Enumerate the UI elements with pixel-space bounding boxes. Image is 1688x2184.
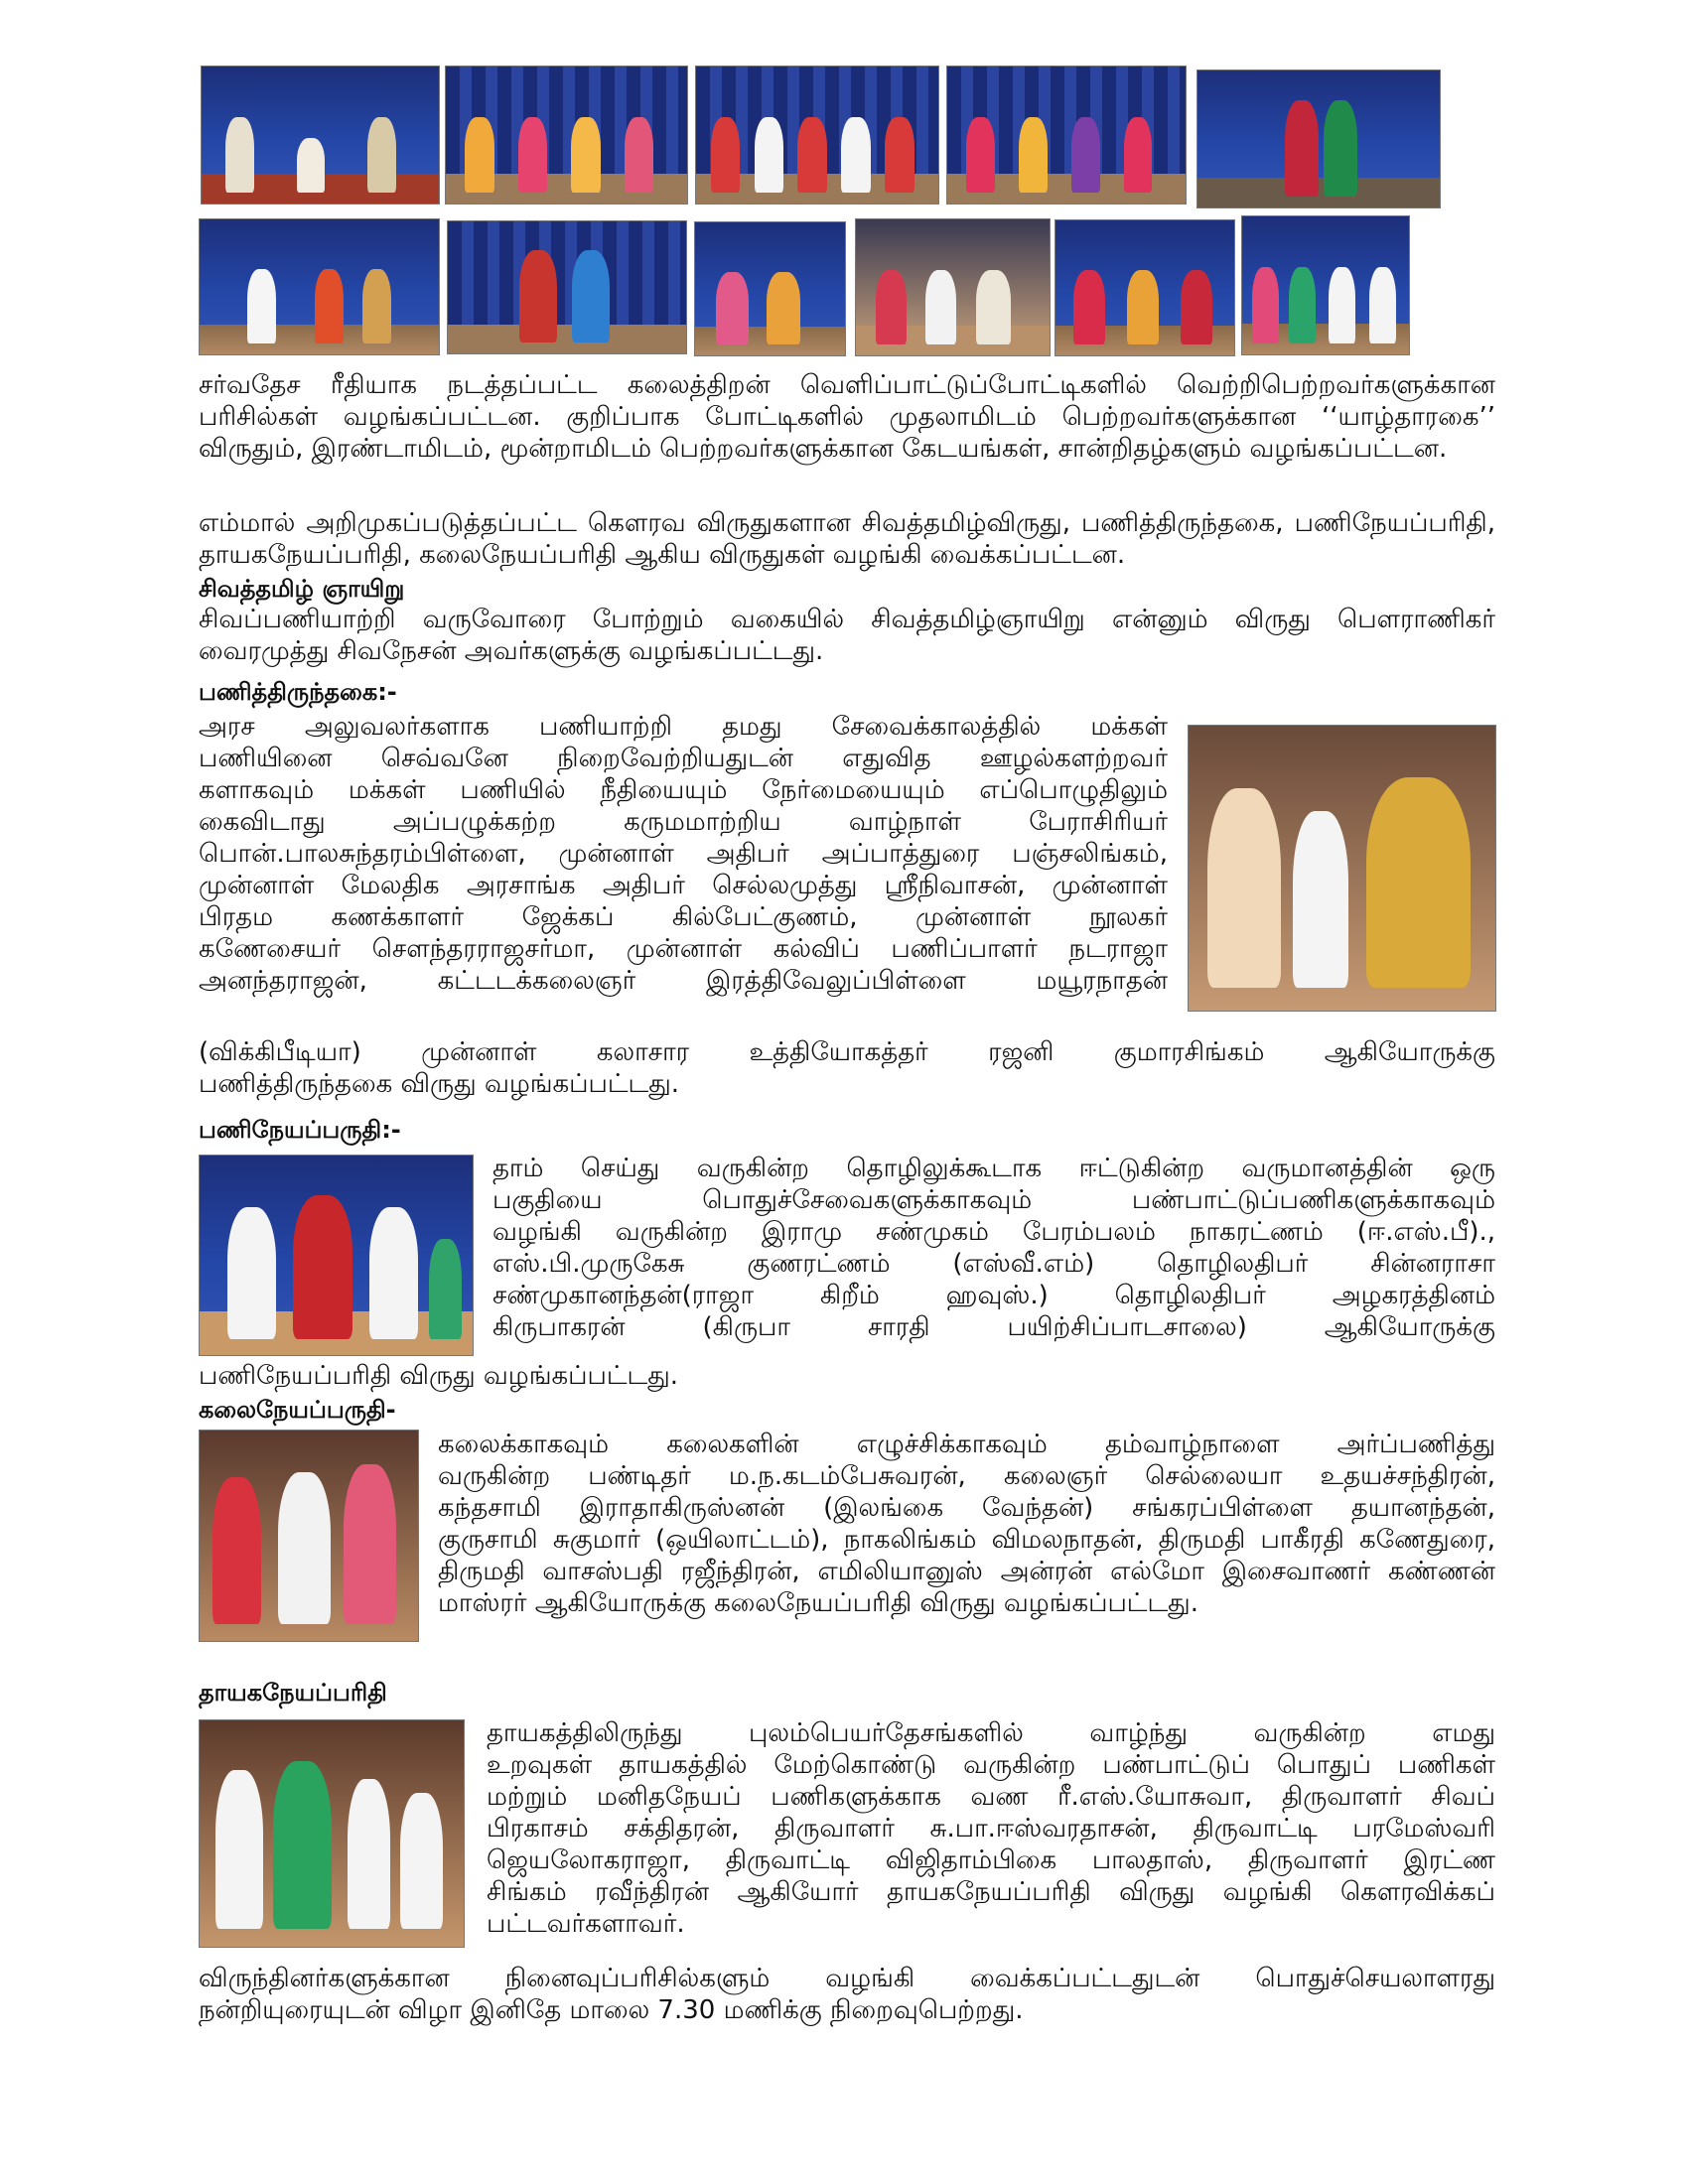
text-line: உறவுகள் தாயகத்தில் மேற்கொண்டு வருகின்ற பண்பாட்டுப் பொதுப் பணிகள் [487,1750,1495,1780]
text-line: தாயகத்திலிருந்து புலம்பெயர்தேசங்களில் வாழ்ந்து வருகின்ற எமது [487,1718,1495,1748]
text-line: கைவிடாது அப்பழுக்கற்ற கருமமாற்றிய வாழ்நாள் பேராசிரியர் [199,807,1168,837]
text-line: எஸ்.பி.முருகேசு குணரட்ணம் (எஸ்வீ.எம்) தொழிலதிபர் சின்னராசா [492,1249,1495,1279]
text-line: சண்முகானந்தன்(ராஜா கிறீம் ஹவுஸ்.) தொழிலதிபர் அழகரத்தினம் [492,1281,1495,1310]
panithirunthagai-paragraph [199,711,1168,997]
text-line: சிங்கம் ரவீந்திரன் ஆகியோர் தாயகநேயப்பரிதி விருது வழங்கி கௌரவிக்கப் [487,1877,1495,1907]
photo-award-1 [694,221,846,356]
photo-award-3 [1055,219,1235,356]
photo-dance-2 [695,66,939,205]
text-line: விருந்தினர்களுக்கான நினைவுப்பரிசில்களும் வழங்கி வைக்கப்பட்டதுடன் பொதுச்செயலாளரது [199,1964,1495,1993]
panineyam-paragraph-cont [199,1360,1495,1392]
text-line: கலைக்காகவும் கலைகளின் எழுச்சிக்காகவும் தம்வாழ்நாளை அர்ப்பணித்து [438,1430,1495,1459]
text-line: வழங்கி வருகின்ற இராமு சண்முகம் பேரம்பலம் நாகரட்ணம் (ஈ.எஸ்.பீ)., [492,1217,1495,1247]
text-line: பிரதம கணக்காளர் ஜேக்கப் கில்பேட்குணம், முன்னாள் நூலகர் [199,902,1168,932]
panithirunthagai-heading: பணித்திருந்தகை:- [199,678,397,706]
text-line: பணித்திருந்தகை விருது வழங்கப்பட்டது. [199,1069,680,1099]
text-line: பிரகாசம் சக்திதரன், திருவாளர் சு.பா.ஈஸ்வரதாசன், திருவாட்டி பரமேஸ்வரி [487,1814,1495,1843]
text-line: பகுதியை பொதுச்சேவைகளுக்காகவும் பண்பாட்டுப்பணிகளுக்காகவும் [492,1185,1495,1215]
kalaineyam-paragraph [438,1429,1495,1619]
text-line: அரச அலுவலர்களாக பணியாற்றி தமது சேவைக்காலத்தில் மக்கள் [199,712,1168,742]
photo-dance-5 [447,220,687,354]
text-line: அனந்தராஜன், கட்டடக்கலைஞர் இரத்திவேலுப்பிள்ளை மயூரநாதன் [199,966,1168,996]
closing-paragraph [199,1963,1495,2026]
panithirunthagai-paragraph-cont [199,1036,1495,1100]
text-line: எம்மால் அறிமுகப்படுத்தப்பட்ட கௌரவ விருதுகளான சிவத்தமிழ்விருது, பணித்திருந்தகை, பணிநேயப்பரிதி, [199,508,1495,538]
panineyam-heading: பணிநேயப்பருதி:- [199,1116,401,1144]
photo-drama [1196,69,1441,208]
text-line: பணியினை செவ்வனே நிறைவேற்றியதுடன் எதுவித ஊழல்களற்றவர் [199,744,1168,773]
photo-kalaineyam-award [199,1430,419,1642]
text-line: தாயகநேயப்பரிதி, கலைநேயப்பரிதி ஆகிய விருதுகள் வழங்கி வைக்கப்பட்டன. [199,540,1126,570]
text-line: கணேசையர் சௌந்தரராஜசர்மா, முன்னாள் கல்விப் பணிப்பாளர் நடராஜா [199,934,1168,964]
text-line: ஜெயலோகராஜா, திருவாட்டி விஜிதாம்பிகை பாலதாஸ், திருவாளர் இரட்ண [487,1845,1495,1875]
text-line: சிவப்பணியாற்றி வருவோரை போற்றும் வகையில் சிவத்தமிழ்ஞாயிறு என்னும் விருது பௌராணிகர் [199,605,1495,634]
photo-dance-1 [445,66,688,205]
text-line: (விக்கிபீடியா) முன்னாள் கலாசார உத்தியோகத்தர் ரஜனி குமாரசிங்கம் ஆகியோருக்கு [199,1037,1495,1067]
text-line: பட்டவர்களாவர். [487,1909,685,1939]
sivathamil-paragraph [199,604,1495,667]
text-line: மாஸ்ரர் ஆகியோருக்கு கலைநேயப்பரிதி விருது வழங்கப்பட்டது. [438,1588,1198,1618]
photo-award-4 [1241,215,1410,355]
text-line: மற்றும் மனிதநேயப் பணிகளுக்காக வண ரீ.எஸ்.யோசுவா, திருவாளர் சிவப் [487,1782,1495,1812]
sivathamil-heading: சிவத்தமிழ் ஞாயிறு [199,575,405,603]
photo-award-2 [855,218,1051,356]
thayaganeyam-paragraph [487,1717,1495,1940]
text-line: பரிசில்கள் வழங்கப்பட்டன. குறிப்பாக போட்டிகளில் முதலாமிடம் பெற்றவர்களுக்கான ‘‘யாழ்தாரகை’’ [199,402,1495,432]
text-line: கிருபாகரன் (கிருபா சாரதி பயிற்சிப்பாடசாலை) ஆகியோருக்கு [492,1312,1495,1342]
text-line: வருகின்ற பண்டிதர் ம.ந.கடம்பேசுவரன், கலைஞர் செல்லையா உதயச்சந்திரன், [438,1461,1495,1491]
text-line: பொன்.பாலசுந்தரம்பிள்ளை, முன்னாள் அதிபர் அப்பாத்துரை பஞ்சலிங்கம், [199,839,1168,869]
photo-musicians [201,66,440,205]
intro-paragraph [199,369,1495,465]
text-line: குருசாமி சுகுமார் (ஒயிலாட்டம்), நாகலிங்கம் விமலநாதன், திருமதி பாகீரதி கணேதுரை, [438,1525,1495,1555]
photo-panineyam-award [199,1155,474,1356]
panineyam-paragraph [492,1153,1495,1343]
text-line: வைரமுத்து சிவநேசன் அவர்களுக்கு வழங்கப்பட்டது. [199,636,824,666]
photo-dance-4 [199,218,440,355]
photo-thayaganeyam-award [199,1719,465,1948]
text-line: முன்னாள் மேலதிக அரசாங்க அதிபர் செல்லமுத்து ஸ்ரீநிவாசன், முன்னாள் [199,871,1168,900]
photo-dance-3 [946,66,1187,205]
text-line: விருதும், இரண்டாமிடம், மூன்றாமிடம் பெற்றவர்களுக்கான கேடயங்கள், சான்றிதழ்களும் வழங்கப்பட்டன. [199,434,1448,464]
kalaineyam-heading: கலைநேயப்பருதி- [199,1396,396,1424]
text-line: பணிநேயப்பரிதி விருது வழங்கப்பட்டது. [199,1361,679,1391]
awards-intro-paragraph [199,507,1495,571]
text-line: தாம் செய்து வருகின்ற தொழிலுக்கூடாக ஈட்டுகின்ற வருமானத்தின் ஒரு [492,1154,1495,1183]
text-line: களாகவும் மக்கள் பணியில் நீதியையும் நேர்மையையும் எப்பொழுதிலும் [199,775,1168,805]
text-line: நன்றியுரையுடன் விழா இனிதே மாலை 7.30 மணிக்கு நிறைவுபெற்றது. [199,1995,1024,2025]
text-line: திருமதி வாசஸ்பதி ரஜீந்திரன், எமிலியானுஸ் அன்ரன் எல்மோ இசைவாணர் கண்ணன் [438,1557,1495,1586]
thayaganeyam-heading: தாயகநேயப்பரிதி [199,1679,387,1706]
text-line: கந்தசாமி இராதாகிருஸ்னன் (இலங்கை வேந்தன்) சங்கரப்பிள்ளை தயானந்தன், [438,1493,1495,1523]
text-line: சர்வதேச ரீதியாக நடத்தப்பட்ட கலைத்திறன் வெளிப்பாட்டுப்போட்டிகளில் வெற்றிபெற்றவர்களுக்கான [199,370,1495,400]
photo-panithirunthagai-award [1188,725,1496,1012]
